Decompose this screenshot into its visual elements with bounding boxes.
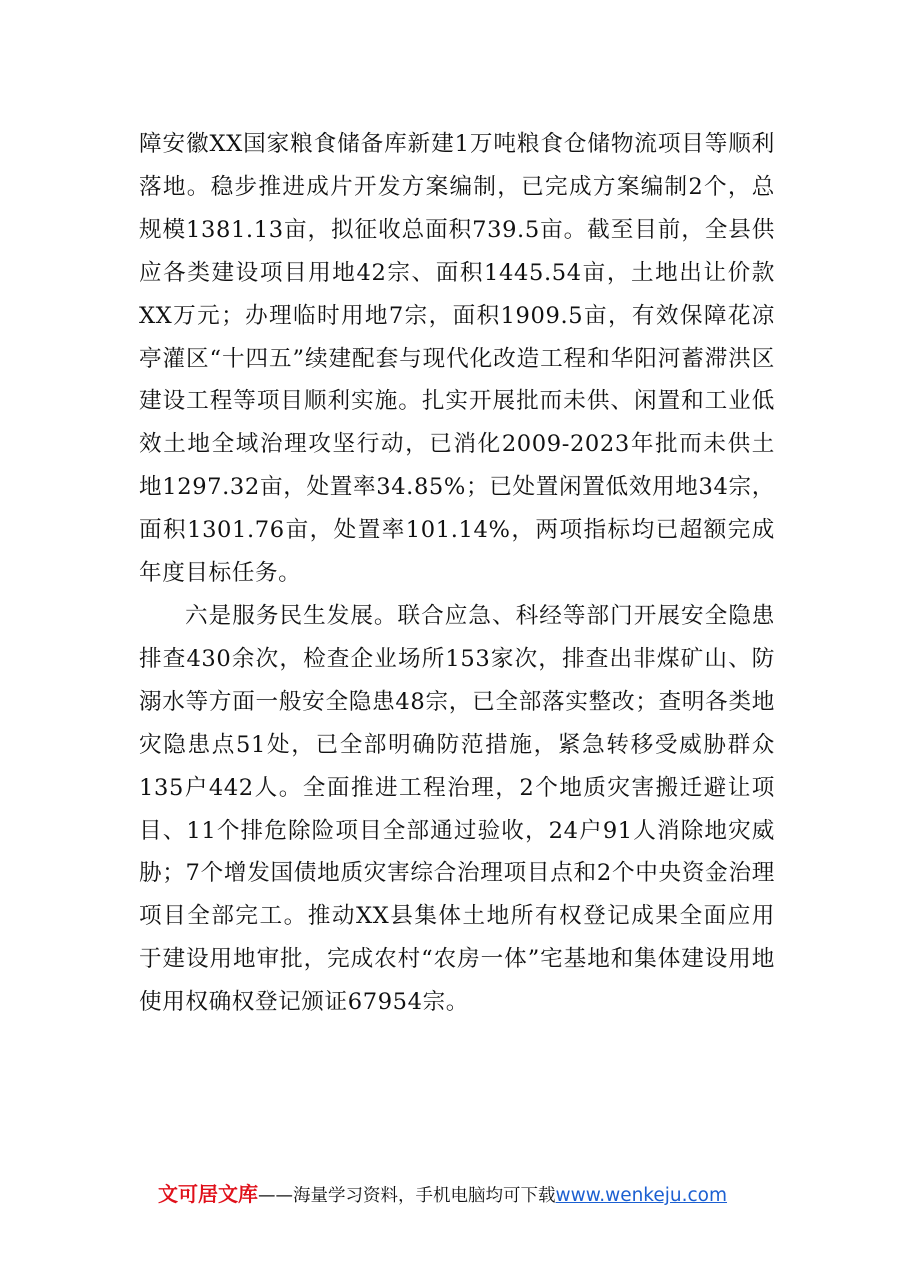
document-body — [139, 123, 775, 1024]
paragraph-land-supply: 障安徽XX国家粮食储备库新建1万吨粮食仓储物流项目等顺利落地。稳步推进成片开发方案编制，已完成方案编制2个，总规模1381.13亩，拟征收总面积739.5亩。截至目前，全县供应各类建设项目用地42宗、面积1445.54亩，土地出让价款XX万元；办理临时用地7宗，面积1909.5亩，有效保障花凉亭灌区“十四五”续建配套与现代化改造工程和华阳河蓄滞洪区建设工程等项目顺利实施。扎实开展批而未供、闲置和工业低效土地全域治理攻坚行动，已消化2009-2023年批而未供土地1297.32亩，处置率34.85%；已处置闲置低效用地34宗，面积1301.76亩，处置率101.14%，两项指标均已超额完成年度目标任务。 — [139, 131, 775, 587]
footer-tagline: ——海量学习资料，手机电脑均可下载 — [258, 1186, 556, 1206]
page-footer — [158, 1178, 798, 1212]
paragraph-livelihood-service: 六是服务民生发展。联合应急、科经等部门开展安全隐患排查430余次，检查企业场所153家次，排查出非煤矿山、防溺水等方面一般安全隐患48宗，已全部落实整改；查明各类地灾隐患点51处，已全部明确防范措施，紧急转移受威胁群众135户442人。全面推进工程治理，2个地质灾害搬迁避让项目、11个排危除险项目全部通过验收，24户91人消除地灾威胁；7个增发国债地质灾害综合治理项目点和2个中央资金治理项目全部完工。推动XX县集体土地所有权登记成果全面应用于建设用地审批，完成农村“农房一体”宅基地和集体建设用地使用权确权登记颁证67954宗。 — [139, 602, 775, 1016]
footer-brand: 文可居文库 — [158, 1182, 258, 1206]
footer-site-link[interactable]: www.wenkeju.com — [555, 1185, 728, 1206]
